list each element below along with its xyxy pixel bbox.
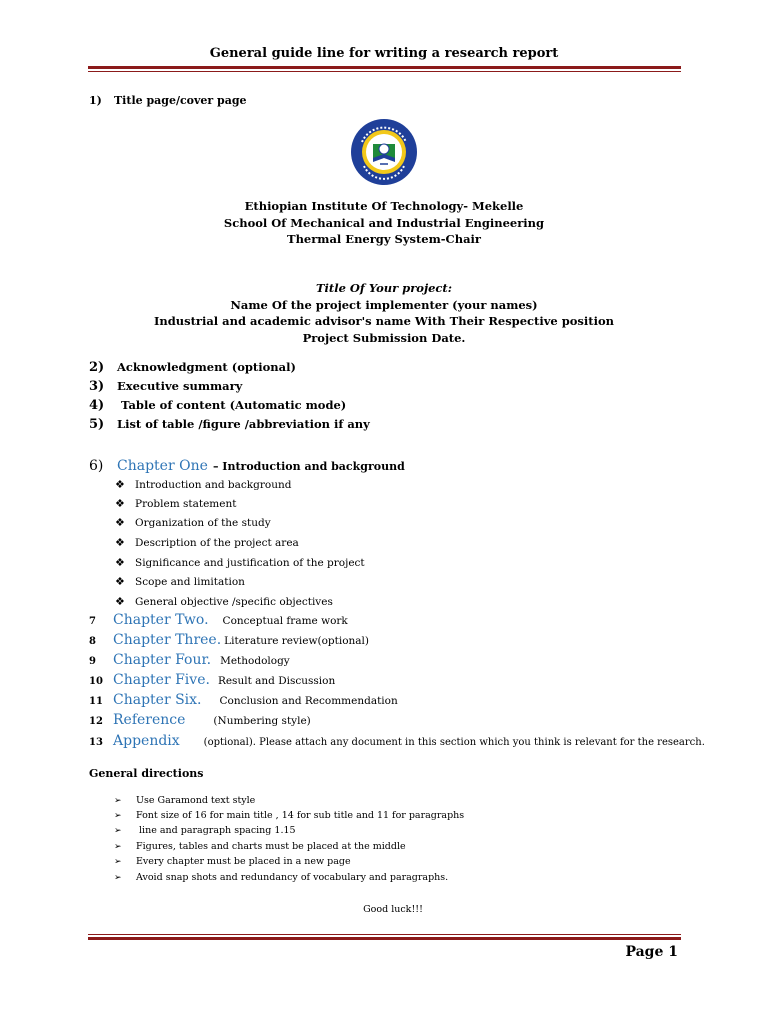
institution-block — [0, 198, 768, 248]
chapter-six: 11 Chapter Six. Conclusion and Recommendation — [89, 692, 398, 708]
section-3 — [89, 379, 242, 394]
section-1-label: Title page/cover page — [114, 94, 247, 107]
section-label: Executive summary — [117, 379, 243, 393]
section-label: Table of content (Automatic mode) — [117, 398, 347, 412]
diamond-bullet-icon: ❖ — [115, 497, 125, 510]
diamond-bullet-icon: ❖ — [115, 575, 125, 588]
chapter-one-desc: – Introduction and background — [212, 460, 405, 473]
section-number: 3) — [89, 379, 105, 394]
section-5 — [89, 417, 370, 432]
arrow-bullet-icon: ➢ — [114, 857, 122, 867]
university-logo-icon — [350, 118, 418, 186]
direction-item: ➢ Avoid snap shots and redundancy of vocabulary and paragraphs. — [114, 872, 449, 883]
list-item: ❖ Organization of the study — [115, 516, 271, 529]
project-line-1: Name Of the project implementer (your names) — [230, 297, 538, 312]
header-divider — [88, 66, 681, 72]
section-2 — [89, 360, 296, 375]
footer-divider — [88, 934, 681, 940]
list-item: ❖ Description of the project area — [115, 536, 299, 549]
direction-item: ➢ Font size of 16 for main title , 14 for sub title and 11 for paragraphs — [114, 810, 465, 821]
section-1 — [89, 94, 247, 107]
project-line-3: Project Submission Date. — [302, 330, 466, 345]
document-header-title: General guide line for writing a research report — [209, 46, 559, 61]
institution-line-1: Ethiopian Institute Of Technology- Mekelle — [244, 199, 524, 213]
general-directions-heading: General directions — [89, 767, 204, 780]
chapter-one-number: 6) — [89, 458, 104, 474]
list-item: ❖ Problem statement — [115, 497, 237, 510]
chapter-five: 10 Chapter Five. Result and Discussion — [89, 672, 336, 688]
arrow-bullet-icon: ➢ — [114, 826, 122, 836]
list-item: ❖ General objective /specific objectives — [115, 595, 333, 608]
diamond-bullet-icon: ❖ — [115, 556, 125, 569]
direction-item: ➢ Use Garamond text style — [114, 795, 256, 806]
section-number: 2) — [89, 360, 105, 375]
chapter-three: 8 Chapter Three. Literature review(optional) — [89, 632, 370, 648]
section-1-number: 1) — [89, 94, 102, 107]
list-item: ❖ Scope and limitation — [115, 575, 245, 588]
appendix-section: 13 Appendix (optional). Please attach any document in this section which you think is relevant for the research. — [89, 733, 705, 749]
section-label: List of table /figure /abbreviation if any — [117, 417, 370, 431]
project-line-2: Industrial and academic advisor's name With Their Respective position — [154, 314, 614, 328]
arrow-bullet-icon: ➢ — [114, 796, 122, 806]
section-number: 5) — [89, 417, 105, 432]
reference-section: 12 Reference (Numbering style) — [89, 712, 311, 728]
diamond-bullet-icon: ❖ — [115, 595, 125, 608]
list-item: ❖ Introduction and background — [115, 478, 292, 491]
list-item: ❖ Significance and justification of the project — [115, 556, 365, 569]
diamond-bullet-icon: ❖ — [115, 516, 125, 529]
direction-item: ➢ line and paragraph spacing 1.15 — [114, 825, 296, 836]
chapter-one-title: Chapter One — [117, 458, 208, 474]
page-number: Page 1 — [625, 944, 678, 960]
direction-item: ➢ Every chapter must be placed in a new page — [114, 856, 351, 867]
arrow-bullet-icon: ➢ — [114, 842, 122, 852]
chapter-four: 9 Chapter Four. Methodology — [89, 652, 290, 668]
chapter-two: 7 Chapter Two. Conceptual frame work — [89, 612, 348, 628]
section-4 — [89, 398, 346, 413]
arrow-bullet-icon: ➢ — [114, 811, 122, 821]
section-number: 4) — [89, 398, 105, 413]
diamond-bullet-icon: ❖ — [115, 478, 125, 491]
chapter-one — [89, 455, 405, 474]
section-label: Acknowledgment (optional) — [117, 360, 296, 374]
project-block — [0, 280, 768, 346]
institution-line-3: Thermal Energy System-Chair — [287, 232, 481, 246]
institution-line-2: School Of Mechanical and Industrial Engineering — [223, 215, 545, 230]
project-title-label: Title Of Your project: — [315, 281, 452, 295]
diamond-bullet-icon: ❖ — [115, 536, 125, 549]
direction-item: ➢ Figures, tables and charts must be placed at the middle — [114, 841, 406, 852]
arrow-bullet-icon: ➢ — [114, 873, 122, 883]
closing-note: Good luck!!! — [363, 904, 423, 915]
